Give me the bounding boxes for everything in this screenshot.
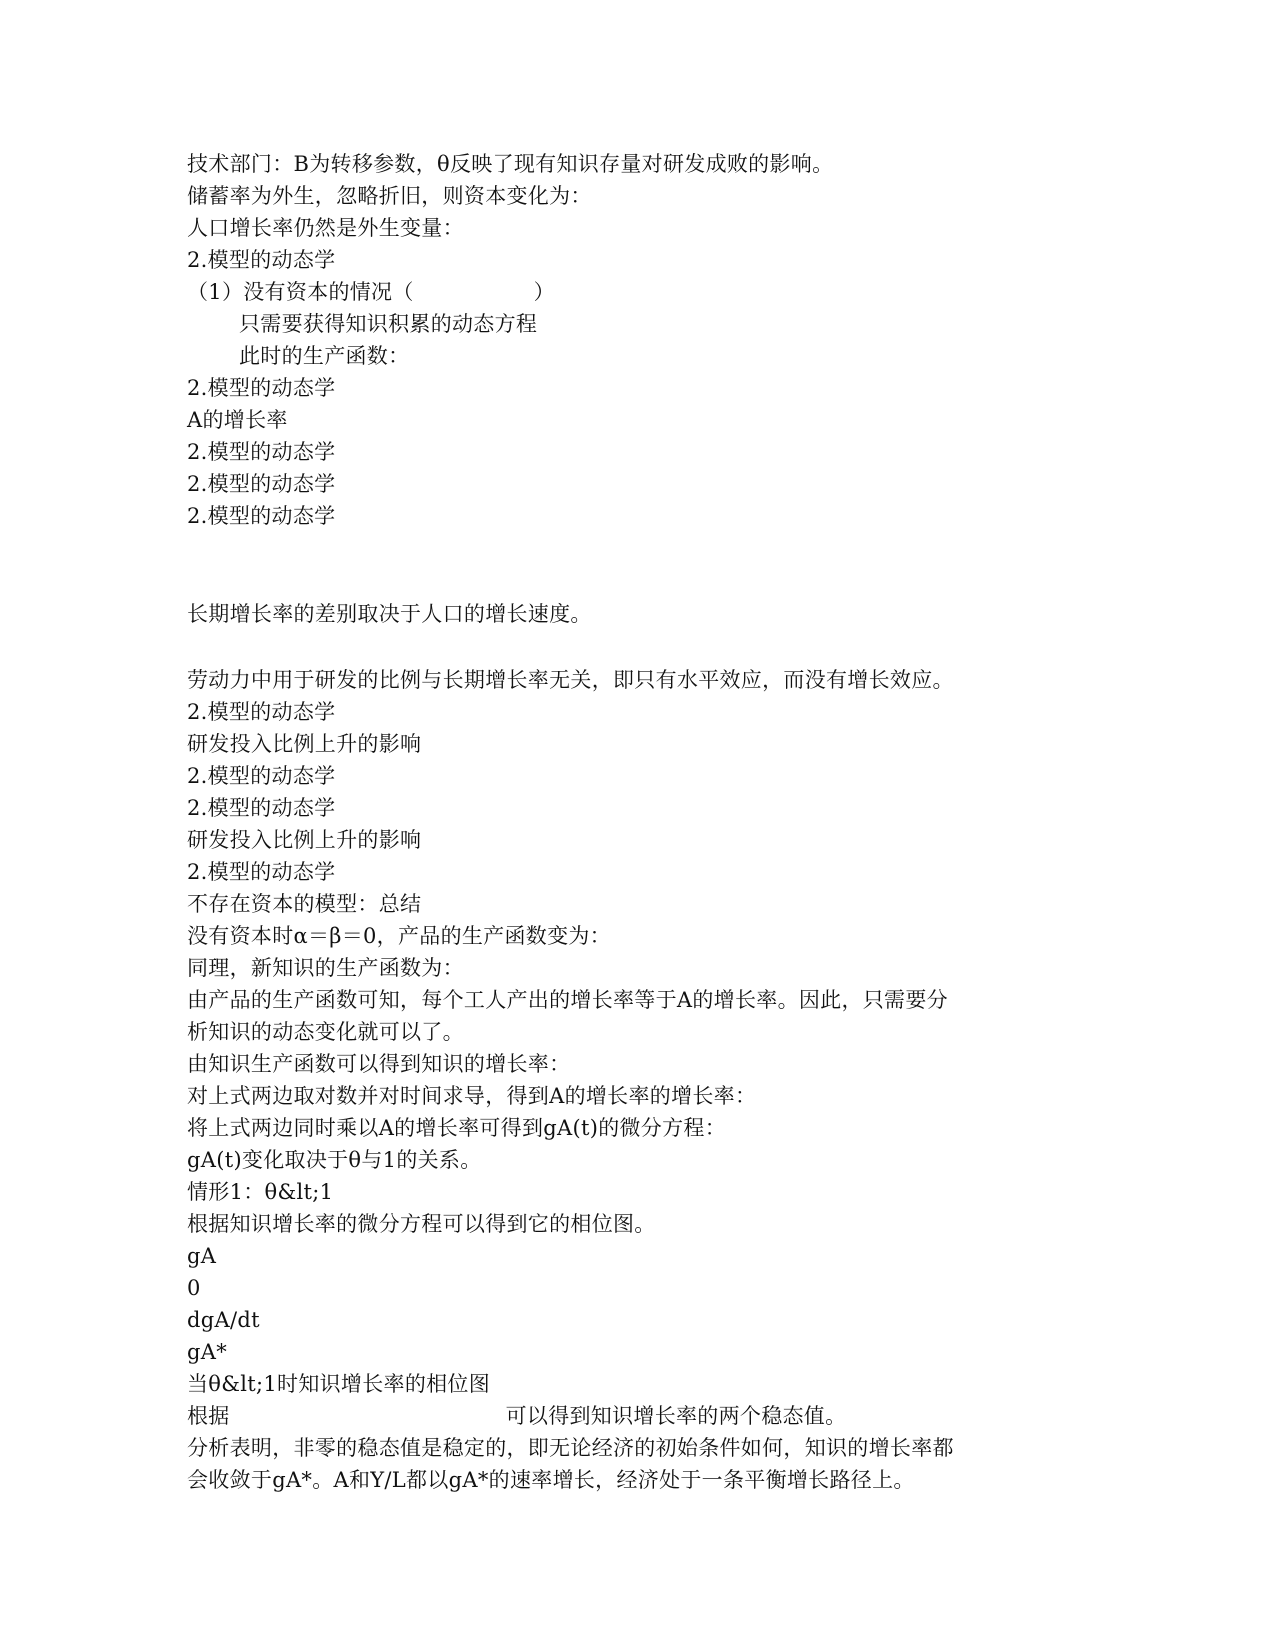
subsection-heading (187, 276, 1087, 308)
text-line: 对上式两边取对数并对时间求导，得到A的增长率的增长率： (187, 1084, 757, 1108)
text-line: 将上式两边同时乘以A的增长率可得到gA(t)的微分方程： (187, 1116, 726, 1140)
text-line: 人口增长率仍然是外生变量： (187, 216, 464, 240)
text-line: 根据知识增长率的微分方程可以得到它的相位图。 (187, 1212, 656, 1236)
text-line: A的增长率 (187, 408, 288, 432)
section-heading: 2.模型的动态学 (187, 504, 336, 528)
text-line-end: 可以得到知识增长率的两个稳态值。 (505, 1404, 847, 1428)
text-line: 只需要获得知识积累的动态方程 (239, 312, 538, 336)
text-line: gA(t)变化取决于θ与1的关系。 (187, 1148, 482, 1172)
text-line: 分析表明，非零的稳态值是稳定的，即无论经济的初始条件如何，知识的增长率都 (187, 1436, 954, 1460)
text-line: 析知识的动态变化就可以了。 (187, 1020, 464, 1044)
spacer (187, 532, 1087, 598)
document-body (187, 148, 1087, 1496)
text-line: 不存在资本的模型：总结 (187, 892, 422, 916)
text-line: 由知识生产函数可以得到知识的增长率： (187, 1052, 571, 1076)
spacer (187, 630, 1087, 664)
text-line: 研发投入比例上升的影响 (187, 732, 422, 756)
figure-label: gA (187, 1244, 217, 1268)
section-heading: 2.模型的动态学 (187, 796, 336, 820)
text-line (187, 1400, 1087, 1432)
text-line: 没有资本时α＝β＝0，产品的生产函数变为： (187, 924, 611, 948)
text-line: 情形1：θ&lt;1 (187, 1180, 334, 1204)
section-heading: 2.模型的动态学 (187, 376, 336, 400)
section-heading: 2.模型的动态学 (187, 248, 336, 272)
text-line: 此时的生产函数： (239, 344, 410, 368)
figure-caption: 当θ&lt;1时知识增长率的相位图 (187, 1372, 491, 1396)
text-line: 储蓄率为外生，忽略折旧，则资本变化为： (187, 184, 592, 208)
figure-label: dgA/dt (187, 1308, 260, 1332)
section-heading: 2.模型的动态学 (187, 700, 336, 724)
subsection-heading-start: （1）没有资本的情况（ (187, 280, 414, 304)
section-heading: 2.模型的动态学 (187, 440, 336, 464)
text-line: 会收敛于gA*。A和Y/L都以gA*的速率增长，经济处于一条平衡增长路径上。 (187, 1468, 915, 1492)
text-line: 劳动力中用于研发的比例与长期增长率无关，即只有水平效应，而没有增长效应。 (187, 668, 954, 692)
section-heading: 2.模型的动态学 (187, 472, 336, 496)
section-heading: 2.模型的动态学 (187, 764, 336, 788)
figure-label: 0 (187, 1276, 201, 1300)
text-line: 研发投入比例上升的影响 (187, 828, 422, 852)
section-heading: 2.模型的动态学 (187, 860, 336, 884)
text-line: 由产品的生产函数可知，每个工人产出的增长率等于A的增长率。因此，只需要分 (187, 988, 948, 1012)
text-line: 技术部门：B为转移参数，θ反映了现有知识存量对研发成败的影响。 (187, 152, 834, 176)
text-line-start: 根据 (187, 1404, 230, 1428)
text-line: 同理，新知识的生产函数为： (187, 956, 464, 980)
figure-label: gA* (187, 1340, 228, 1364)
text-line: 长期增长率的差别取决于人口的增长速度。 (187, 602, 592, 626)
subsection-heading-end: ） (533, 280, 555, 304)
